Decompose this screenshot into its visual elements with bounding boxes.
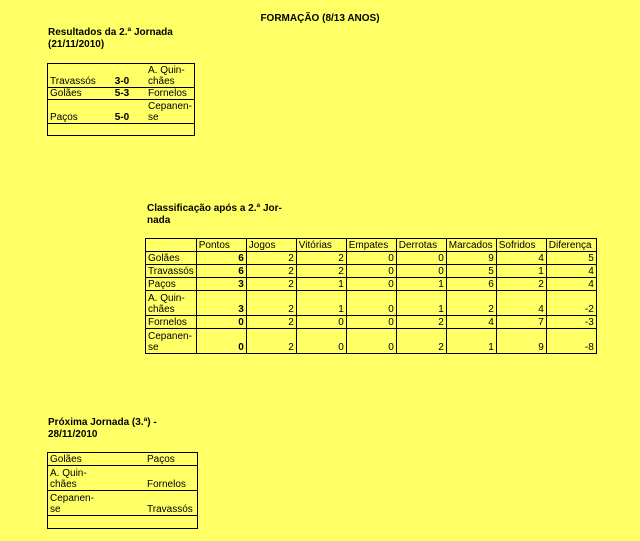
- result-away: [146, 124, 194, 136]
- cell-sofridos: 2: [496, 278, 546, 291]
- cell-vitorias: 2: [296, 265, 346, 278]
- fixture-spacer: [105, 491, 145, 516]
- cell-marcados: 4: [446, 316, 496, 329]
- fixture-away: Fornelos: [145, 466, 198, 491]
- column-header: Sofridos: [496, 239, 546, 252]
- team-name: Fornelos: [146, 316, 197, 329]
- cell-derrotas: 2: [396, 329, 446, 354]
- cell-marcados: 1: [446, 329, 496, 354]
- cell-derrotas: 1: [396, 291, 446, 316]
- table-row: [146, 265, 597, 278]
- standings-table: [145, 238, 597, 354]
- team-name: Travassós: [146, 265, 197, 278]
- result-away: A. Quin-chães: [146, 64, 194, 88]
- fixture-home: [48, 516, 106, 529]
- results-heading: [48, 27, 173, 51]
- fixture-spacer: [105, 453, 145, 466]
- cell-diferenca: -2: [546, 291, 596, 316]
- fixture-away: Travassós: [145, 491, 198, 516]
- cell-empates: 0: [346, 291, 396, 316]
- cell-jogos: 2: [246, 278, 296, 291]
- result-home: Travassós: [48, 64, 99, 88]
- table-row: [146, 329, 597, 354]
- fixture-home: Cepanen-se: [48, 491, 106, 516]
- result-away: Fornelos: [146, 88, 194, 100]
- cell-pontos: 3: [196, 278, 246, 291]
- result-score: [98, 124, 146, 136]
- column-header: Jogos: [246, 239, 296, 252]
- cell-pontos: 3: [196, 291, 246, 316]
- table-row: [146, 278, 597, 291]
- cell-empates: 0: [346, 252, 396, 265]
- next-round-table: [47, 452, 198, 529]
- cell-sofridos: 9: [496, 329, 546, 354]
- table-row: [146, 252, 597, 265]
- team-name: Cepanen-se: [146, 329, 197, 354]
- fixture-home: A. Quin-chães: [48, 466, 106, 491]
- next-round-heading: [48, 417, 157, 441]
- cell-marcados: 2: [446, 291, 496, 316]
- cell-pontos: 0: [196, 329, 246, 354]
- cell-diferenca: 5: [546, 252, 596, 265]
- column-header: Empates: [346, 239, 396, 252]
- fixture-away: Paços: [145, 453, 198, 466]
- result-row: [48, 100, 195, 124]
- results-table: [47, 63, 195, 136]
- cell-diferenca: -8: [546, 329, 596, 354]
- cell-jogos: 2: [246, 316, 296, 329]
- cell-jogos: 2: [246, 252, 296, 265]
- page-title: FORMAÇÃO (8/13 ANOS): [260, 13, 380, 24]
- cell-diferenca: 4: [546, 265, 596, 278]
- column-header: Diferença: [546, 239, 596, 252]
- fixture-spacer: [105, 516, 145, 529]
- cell-empates: 0: [346, 329, 396, 354]
- fixture-home: Golães: [48, 453, 106, 466]
- cell-vitorias: 1: [296, 278, 346, 291]
- cell-jogos: 2: [246, 291, 296, 316]
- cell-vitorias: 2: [296, 252, 346, 265]
- standings-heading: [147, 203, 282, 227]
- cell-derrotas: 1: [396, 278, 446, 291]
- standings-header-row: [146, 239, 597, 252]
- results-heading-line1: Resultados da 2.ª Jornada: [48, 27, 173, 38]
- table-row: [146, 316, 597, 329]
- cell-marcados: 6: [446, 278, 496, 291]
- next-heading-line1: Próxima Jornada (3.ª) -: [48, 417, 157, 428]
- cell-vitorias: 0: [296, 316, 346, 329]
- result-score: 5-3: [98, 88, 146, 100]
- fixture-row: [48, 516, 198, 529]
- cell-jogos: 2: [246, 265, 296, 278]
- result-row: [48, 88, 195, 100]
- standings-heading-line2: nada: [147, 215, 171, 226]
- team-name: Paços: [146, 278, 197, 291]
- header-team-cell: [146, 239, 197, 252]
- cell-sofridos: 1: [496, 265, 546, 278]
- cell-marcados: 9: [446, 252, 496, 265]
- column-header: Derrotas: [396, 239, 446, 252]
- result-home: Golães: [48, 88, 99, 100]
- result-score: 5-0: [98, 100, 146, 124]
- column-header: Vitórias: [296, 239, 346, 252]
- cell-pontos: 6: [196, 252, 246, 265]
- result-home: [48, 124, 99, 136]
- fixture-away: [145, 516, 198, 529]
- cell-jogos: 2: [246, 329, 296, 354]
- cell-empates: 0: [346, 316, 396, 329]
- cell-empates: 0: [346, 265, 396, 278]
- result-row: [48, 64, 195, 88]
- cell-marcados: 5: [446, 265, 496, 278]
- cell-sofridos: 4: [496, 252, 546, 265]
- result-away: Cepanen-se: [146, 100, 194, 124]
- fixture-row: [48, 491, 198, 516]
- standings-heading-line1: Classificação após a 2.ª Jor-: [147, 203, 282, 214]
- result-home: Paços: [48, 100, 99, 124]
- cell-empates: 0: [346, 278, 396, 291]
- fixture-row: [48, 453, 198, 466]
- cell-derrotas: 2: [396, 316, 446, 329]
- cell-vitorias: 0: [296, 329, 346, 354]
- fixture-row: [48, 466, 198, 491]
- cell-derrotas: 0: [396, 252, 446, 265]
- cell-diferenca: 4: [546, 278, 596, 291]
- column-header: Pontos: [196, 239, 246, 252]
- cell-derrotas: 0: [396, 265, 446, 278]
- cell-vitorias: 1: [296, 291, 346, 316]
- result-row: [48, 124, 195, 136]
- team-name: A. Quin-chães: [146, 291, 197, 316]
- cell-pontos: 6: [196, 265, 246, 278]
- results-heading-line2: (21/11/2010): [48, 39, 105, 50]
- cell-pontos: 0: [196, 316, 246, 329]
- table-row: [146, 291, 597, 316]
- fixture-spacer: [105, 466, 145, 491]
- cell-sofridos: 4: [496, 291, 546, 316]
- next-heading-line2: 28/11/2010: [48, 429, 98, 440]
- cell-diferenca: -3: [546, 316, 596, 329]
- result-score: 3-0: [98, 64, 146, 88]
- cell-sofridos: 7: [496, 316, 546, 329]
- column-header: Marcados: [446, 239, 496, 252]
- team-name: Golães: [146, 252, 197, 265]
